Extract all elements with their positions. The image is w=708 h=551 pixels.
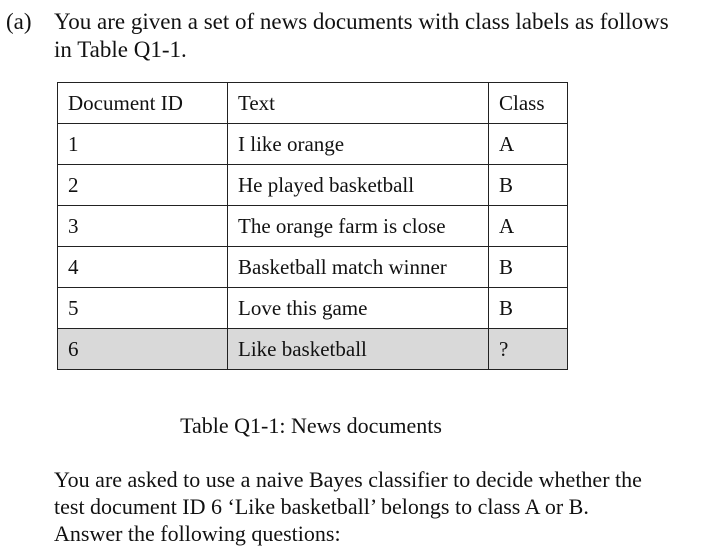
table-row bbox=[58, 288, 568, 329]
task-line: test document ID 6 ‘Like basketball’ belongs to class A or B. bbox=[54, 494, 589, 519]
intro-line: in Table Q1-1. bbox=[54, 37, 187, 62]
header-text: Text bbox=[228, 83, 489, 124]
cell-text: Love this game bbox=[228, 288, 489, 329]
cell-document-id: 2 bbox=[58, 165, 228, 206]
cell-text: Basketball match winner bbox=[228, 247, 489, 288]
table-row bbox=[58, 124, 568, 165]
table-header-row bbox=[58, 83, 568, 124]
cell-document-id: 1 bbox=[58, 124, 228, 165]
cell-document-id: 3 bbox=[58, 206, 228, 247]
cell-text: He played basketball bbox=[228, 165, 489, 206]
question-label: (a) bbox=[6, 9, 32, 34]
cell-class: B bbox=[489, 288, 568, 329]
table-row bbox=[58, 206, 568, 247]
table-caption: Table Q1-1: News documents bbox=[180, 413, 442, 438]
header-class: Class bbox=[489, 83, 568, 124]
cell-text: Like basketball bbox=[228, 329, 489, 370]
cell-document-id: 4 bbox=[58, 247, 228, 288]
task-description bbox=[54, 466, 704, 547]
table-row bbox=[58, 165, 568, 206]
table-row bbox=[58, 247, 568, 288]
cell-class: A bbox=[489, 124, 568, 165]
task-line: Answer the following questions: bbox=[54, 521, 341, 546]
cell-document-id: 5 bbox=[58, 288, 228, 329]
intro-line: You are given a set of news documents with class labels as follows bbox=[54, 9, 669, 34]
cell-class: A bbox=[489, 206, 568, 247]
header-document-id: Document ID bbox=[58, 83, 228, 124]
cell-text: The orange farm is close bbox=[228, 206, 489, 247]
question-intro bbox=[54, 8, 694, 64]
cell-document-id: 6 bbox=[58, 329, 228, 370]
task-line: You are asked to use a naive Bayes classifier to decide whether the bbox=[54, 467, 642, 492]
test-document-row bbox=[58, 329, 568, 370]
cell-class: B bbox=[489, 247, 568, 288]
cell-class: ? bbox=[489, 329, 568, 370]
news-documents-table bbox=[57, 82, 568, 370]
cell-text: I like orange bbox=[228, 124, 489, 165]
cell-class: B bbox=[489, 165, 568, 206]
